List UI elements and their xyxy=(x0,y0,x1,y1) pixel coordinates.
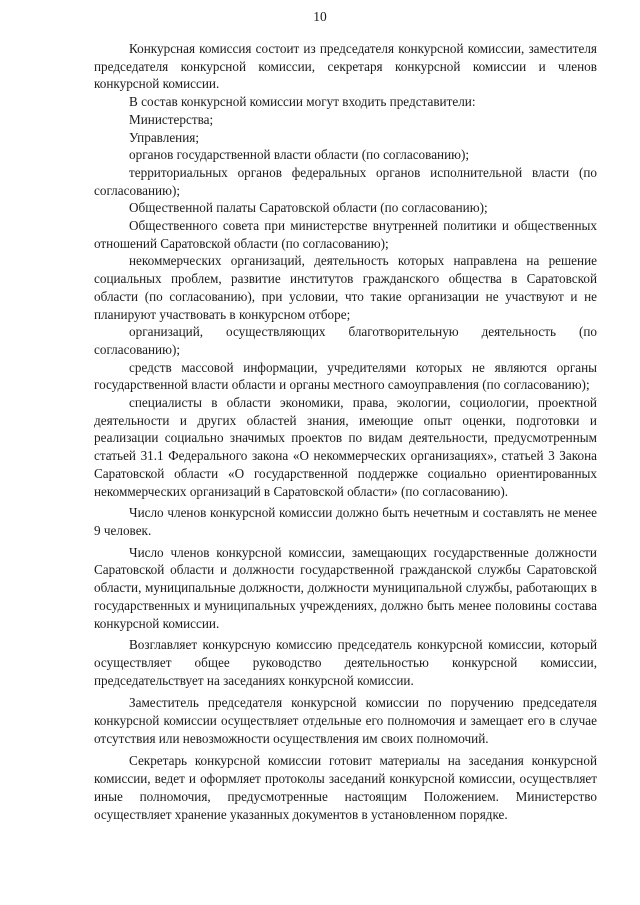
paragraph-member-count: Число членов конкурсной комиссии должно быть нечетным и составлять не менее 9 человек. xyxy=(94,505,597,538)
list-item-nonprofit-organizations: некоммерческих организаций, деятельность которых направлена на решение социальных проблем, развитие институтов гражданского общества в Саратовской области (по согласованию), при условии, что такие организации не участвуют и не планируют участвовать в конкурсном отборе; xyxy=(94,253,597,322)
list-item-charity-organizations: организаций, осуществляющих благотворительную деятельность (по согласованию); xyxy=(94,324,597,357)
list-item-regional-authorities: органов государственной власти области (по согласованию); xyxy=(129,147,470,163)
list-item-ministry: Министерства; xyxy=(129,111,214,127)
list-item-mass-media: средств массовой информации, учредителями которых не являются органы государственной власти области и органы местного самоуправления (по согласованию); xyxy=(94,359,597,393)
paragraph-state-officials-share: Число членов конкурсной комиссии, замещающих государственные должности Саратовской области и должности государственной гражданской службы Саратовской области, муниципальные должности, должности муниципальной службы, работающих в государственных и муниципальных учреждениях, должно быть менее половины состава конкурсной комиссии. xyxy=(94,544,597,631)
paragraph-deputy-chairman: Заместитель председателя конкурсной комиссии по поручению председателя конкурсной комиссии осуществляет отдельные его полномочия и замещает его в случае отсутствия или невозможности осуществления им своих полномочий. xyxy=(94,695,597,746)
page-number: 10 xyxy=(313,9,327,24)
document-body xyxy=(94,40,597,823)
list-item-public-council: Общественного совета при министерстве внутренней политики и общественных отношений Саратовской области (по согласованию); xyxy=(94,218,597,251)
list-item-public-chamber: Общественной палаты Саратовской области (по согласованию); xyxy=(129,200,488,216)
paragraph-commission-composition: Конкурсная комиссия состоит из председателя конкурсной комиссии, заместителя председателя конкурсной комиссии, секретаря конкурсной комиссии и членов конкурсной комиссии. xyxy=(94,41,597,92)
list-item-federal-territorial-bodies: территориальных органов федеральных органов исполнительной власти (по согласованию); xyxy=(94,164,597,198)
paragraph-secretary: Секретарь конкурсной комиссии готовит материалы на заседания конкурсной комиссии, ведет и оформляет протоколы заседаний конкурсной комиссии, осуществляет иные полномочия, предусмотренные настоящим Положением. Министерство осуществляет хранение указанных документов в установленном порядке. xyxy=(94,753,597,822)
paragraph-representatives-intro: В состав конкурсной комиссии могут входить представители: xyxy=(129,94,476,110)
list-item-specialists: специалисты в области экономики, права, экологии, социологии, проектной деятельности и других областей знания, имеющие опыт оценки, подготовки и реализации социально значимых проектов по видам деятельности, предусмотренным статьей 31.1 Федерального закона «О некоммерческих организациях», статьей 3 Закона Саратовской области «О государственной поддержке социально ориентированных некоммерческих организаций в Саратовской области» (по согласованию). xyxy=(94,395,597,499)
paragraph-chairman: Возглавляет конкурсную комиссию председатель конкурсной комиссии, который осуществляет общее руководство деятельностью конкурсной комиссии, председательствует на заседаниях конкурсной комиссии. xyxy=(94,637,597,688)
list-item-administration: Управления; xyxy=(129,129,200,145)
